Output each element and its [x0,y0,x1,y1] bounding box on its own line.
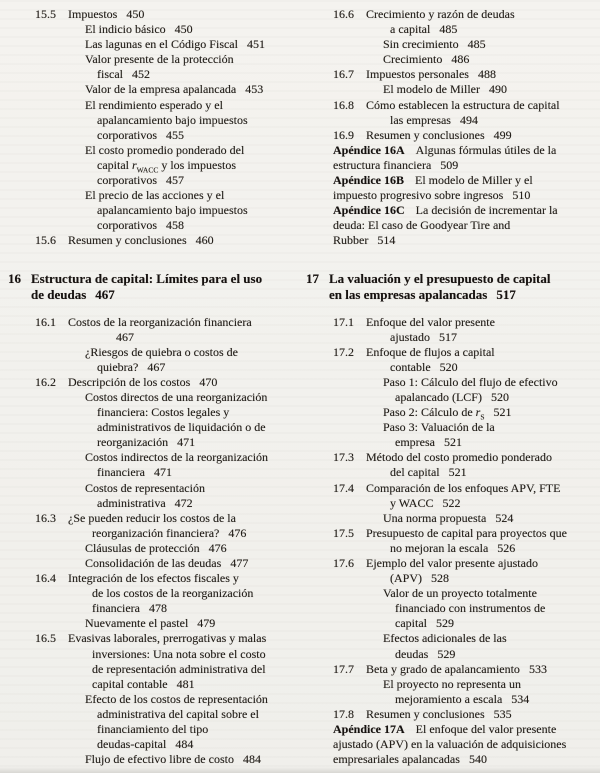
page-number: 521 [443,435,462,450]
toc-line: Crecimiento y razón de deudas [366,7,515,21]
page-number: 450 [174,22,193,37]
sub-entry [8,82,297,97]
section-entry [306,707,598,722]
page-number: 479 [197,616,216,631]
sub-entry [306,52,598,67]
section-number: 16.4 [35,571,56,586]
section-number: 17.5 [333,525,354,540]
toc-line: corporativos 457 [97,173,184,188]
sub-entry [8,143,297,188]
page-number: 534 [511,691,530,706]
toc-line: en las empresas apalancadas 517 [329,287,516,302]
toc-line: Resumen y conclusiones 499 [366,127,512,142]
page-number: 470 [199,374,218,389]
page-number: 524 [495,510,514,525]
sub-entry [8,98,297,143]
toc-line: reorganización financiera? 476 [92,525,247,540]
section-number: 15.5 [35,7,56,21]
toc-line: reorganización 471 [97,435,196,450]
sub-entry [306,82,598,97]
toc-line: corporativos 455 [97,127,184,142]
section-entry [306,481,598,511]
page-number: 455 [165,127,184,142]
section-entry [306,450,598,480]
toc-line: capital contable 481 [92,676,195,691]
toc-line: administrativa del capital sobre el [97,706,259,721]
section-entry [306,98,598,128]
page-number: 535 [493,706,512,721]
vertical-gap [306,304,598,315]
section-entry [8,315,297,345]
toc-line: Sin crecimiento 485 [383,37,486,52]
page-number: 478 [148,601,167,616]
section-entry [8,571,297,616]
toc-line: Paso 1: Cálculo del flujo de efectivo [383,374,558,389]
page-number: 485 [439,22,458,37]
appendix-entry [306,722,598,767]
section-number: 16.2 [35,374,56,389]
page-number: 458 [165,218,184,233]
section-number: 17.7 [333,661,354,676]
page-number: 467 [95,287,115,302]
chapter-heading [306,271,598,304]
chapter-number: 17 [306,270,319,286]
vertical-gap [8,304,297,315]
page-number: 494 [459,112,478,127]
toc-line: El precio de las acciones y el [85,188,225,203]
appendix-label: Apéndice 16A [333,142,405,157]
sub-entry [8,481,297,511]
section-number: 16.8 [333,97,354,112]
toc-line: quiebra? 467 [97,359,166,374]
sub-entry [306,375,598,405]
toc-line: ¿Se pueden reducir los costos de la [68,510,236,525]
page-number: 476 [208,540,227,555]
toc-line: Costos indirectos de la reorganización [85,450,269,465]
toc-line: Valor presente de la protección [85,52,234,67]
appendix-label: Apéndice 16C [333,203,405,218]
variable-subscript: WACC [136,165,159,175]
page-number: 521 [493,405,512,420]
page-number: 514 [377,233,396,248]
sub-entry [306,37,598,52]
toc-line: El indicio básico 450 [85,22,193,37]
toc-line: Impuestos personales 488 [366,67,496,82]
chapter-number: 16 [8,270,21,286]
vertical-gap [8,249,297,271]
toc-line: Cómo establecen la estructura de capital [366,97,560,112]
toc-line: Las lagunas en el Código Fiscal 451 [85,37,265,52]
toc-line: Estructura de capital: Límites para el uso [31,270,263,286]
toc-line: fiscal 452 [97,67,150,82]
page-number: 481 [176,676,195,691]
toc-line: corporativos 458 [97,218,184,233]
toc-line: Paso 3: Valuación de la [383,420,495,435]
toc-line: Resumen y conclusiones 535 [366,706,512,721]
toc-line: deudas-capital 484 [97,737,194,752]
toc-line: mejoramiento a escala 534 [395,691,530,706]
section-number: 15.6 [35,233,56,248]
toc-line: Una norma propuesta 524 [383,510,514,525]
toc-line: las empresas 494 [390,112,478,127]
toc-line: de representación administrativa del [92,661,266,676]
toc-line: Cláusulas de protección 476 [85,540,227,555]
section-number: 17.8 [333,706,354,721]
toc-line: Paso 2: Cálculo de $r_S$ 521 [383,405,512,422]
toc-line: Apéndice 16B El modelo de Miller y el [333,173,533,188]
section-number: 16.9 [333,127,354,142]
page-number: 509 [440,157,459,172]
sub-entry [8,556,297,571]
toc-line: Resumen y conclusiones 460 [68,233,214,248]
section-number: 17.1 [333,314,354,329]
toc-line: Beta y grado de apalancamiento 533 [366,661,547,676]
section-number: 17.2 [333,344,354,359]
toc-line: Enfoque de flujos a capital [366,344,495,359]
toc-line: Integración de los efectos fiscales y [68,571,239,586]
toc-line: financiera: Costos legales y [97,405,230,420]
appendix-label: Apéndice 17A [333,722,405,737]
page-number: 520 [490,389,509,404]
toc-line: Efectos adicionales de las [383,631,507,646]
page-number: 452 [132,67,150,82]
page-number: 484 [175,737,194,752]
page-number: 528 [431,571,449,586]
page-number: 533 [528,661,547,676]
toc-line: financiera 478 [92,601,167,616]
toc-line: El rendimiento esperado y el [85,97,223,112]
page-number: 521 [448,465,467,480]
sub-entry [8,541,297,556]
toc-column-right [306,7,598,767]
section-number: 16.6 [333,7,354,21]
toc-line: Costos directos de una reorganización [85,389,268,404]
section-number: 17.4 [333,480,354,495]
page-number: 477 [230,556,249,570]
page-number: 476 [228,525,247,540]
section-entry [8,7,297,22]
toc-line: Ejemplo del valor presente ajustado [366,556,538,570]
sub-entry [306,420,598,450]
toc-line: inversiones: Una nota sobre el costo [92,646,266,661]
section-entry [306,315,598,345]
section-entry [306,128,598,143]
sub-entry [306,586,598,631]
toc-line: Flujo de efectivo libre de costo 484 [85,752,261,767]
sub-entry [8,188,297,233]
toc-line: deudas 529 [395,646,456,661]
toc-line: Valor de la empresa apalancada 453 [85,82,264,97]
toc-line: El proyecto no representa un [383,676,521,691]
page-number: 529 [435,616,454,631]
toc-line: administrativos de liquidación o de [97,420,266,435]
toc-line: ajustado 517 [390,329,457,344]
toc-line: financiado con instrumentos de [395,601,546,616]
section-entry [306,7,598,37]
page-number: 520 [439,359,458,374]
section-number: 16.7 [333,67,354,82]
appendix-entry [306,173,598,203]
section-entry [8,511,297,541]
toc-line: Evasivas laborales, prerrogativas y malas [68,631,267,646]
page-number: 517 [439,329,457,344]
section-number: 17.6 [333,556,354,570]
toc-line: contable 520 [390,359,458,374]
page-number: 457 [165,173,184,188]
toc-column-left [8,7,297,767]
vertical-gap [306,249,598,271]
sub-entry [8,22,297,37]
toc-line: empresariales apalancadas 540 [333,752,487,767]
section-number: 16.3 [35,510,56,525]
toc-line: Presupuesto de capital para proyectos que [366,525,567,540]
sub-entry [8,450,297,480]
section-entry [8,631,297,691]
sub-entry [306,405,598,420]
variable-r: r [475,405,481,420]
toc-line: de los costos de la reorganización [92,586,254,601]
toc-line: empresa 521 [395,435,462,450]
page-number: 453 [245,82,264,97]
section-number: 17.3 [333,450,354,465]
toc-line: Efecto de los costos de representación [85,691,268,706]
toc-line: financiamiento del tipo [97,722,209,737]
page-number: 510 [512,188,531,203]
page-number: 471 [177,435,196,450]
page-number: 467 [147,359,166,374]
toc-line: de deudas 467 [31,287,115,302]
page-number: 529 [437,646,456,661]
sub-entry [8,692,297,752]
page-number: 467 [116,329,134,344]
toc-line: capital $r_{WACC}$ y los impuestos [97,157,236,175]
toc-line: Valor de un proyecto totalmente [383,586,537,601]
page-number: 488 [477,67,496,82]
toc-line: Descripción de los costos 470 [68,374,218,389]
toc-line: Apéndice 16A Algunas fórmulas útiles de la [333,142,557,157]
appendix-label: Apéndice 16B [333,173,405,188]
sub-entry [8,37,297,52]
page-number: 490 [488,82,507,97]
toc-line: Costos de la reorganización financiera [68,314,252,329]
toc-line: Crecimiento 486 [383,52,470,67]
toc-line: a capital 485 [390,22,458,37]
section-number: 16.1 [35,314,56,329]
toc-line: ajustado (APV) en la valuación de adquisiciones [333,737,567,752]
page-number: 522 [442,495,461,510]
toc-line: El modelo de Miller 490 [383,82,507,97]
sub-entry [306,631,598,661]
sub-entry [8,752,297,767]
page-number: 450 [126,7,145,21]
page-number: 460 [195,233,214,248]
page-number: 526 [497,540,516,555]
toc-line: (APV) 528 [390,571,449,586]
toc-line: El costo promedio ponderado del [85,142,245,157]
chapter-heading [8,271,297,304]
section-entry [306,526,598,556]
toc-line: apalancamiento bajo impuestos [97,203,248,218]
toc-line: Rubber 514 [333,233,396,248]
section-number: 16.5 [35,631,56,646]
page-number: 485 [467,37,486,52]
sub-entry [8,390,297,450]
section-entry [306,556,598,586]
sub-entry [306,511,598,526]
toc-line: administrativa 472 [97,495,193,510]
toc-line [68,330,297,345]
section-entry [306,67,598,82]
toc-line: Consolidación de las deudas 477 [85,556,249,570]
toc-line: deuda: El caso de Goodyear Tire and [333,218,511,233]
toc-line: Enfoque del valor presente [366,314,495,329]
toc-line: Comparación de los enfoques APV, FTE [366,480,561,495]
appendix-entry [306,203,598,248]
page-number: 471 [153,465,172,480]
toc-line: Apéndice 17A El enfoque del valor presente [333,722,557,737]
variable-r: r [131,157,137,172]
page-number: 517 [496,287,516,302]
sub-entry [306,677,598,707]
toc-line: Costos de representación [85,480,205,495]
toc-line: Apéndice 16C La decisión de incrementar la [333,203,558,218]
toc-line: apalancamiento bajo impuestos [97,112,248,127]
sub-entry [8,52,297,82]
toc-line: financiera 471 [97,465,172,480]
section-entry [8,233,297,248]
page-number: 484 [242,752,261,767]
section-entry [8,375,297,390]
toc-line: impuesto progresivo sobre ingresos 510 [333,188,531,203]
toc-line: Método del costo promedio ponderado [366,450,552,465]
toc-line: Impuestos 450 [68,7,145,21]
page-number: 499 [493,127,512,142]
section-entry [306,345,598,375]
toc-line: ¿Riesgos de quiebra o costos de [85,344,238,359]
toc-line: apalancado (LCF) 520 [395,389,509,404]
toc-line: La valuación y el presupuesto de capital [329,270,551,286]
toc-line: capital 529 [395,616,454,631]
page-number: 451 [246,37,265,52]
section-entry [306,662,598,677]
toc-line: del capital 521 [390,465,467,480]
sub-entry [8,345,297,375]
page-number: 486 [451,52,470,67]
page-number: 472 [174,495,193,510]
toc-line: y WACC 522 [390,495,461,510]
toc-line: no mejoran la escala 526 [390,540,516,555]
toc-line: estructura financiera 509 [333,157,459,172]
appendix-entry [306,143,598,173]
page-number: 540 [468,752,487,767]
variable-subscript: S [480,412,485,422]
sub-entry [8,616,297,631]
toc-line: Nuevamente el pastel 479 [85,616,216,631]
